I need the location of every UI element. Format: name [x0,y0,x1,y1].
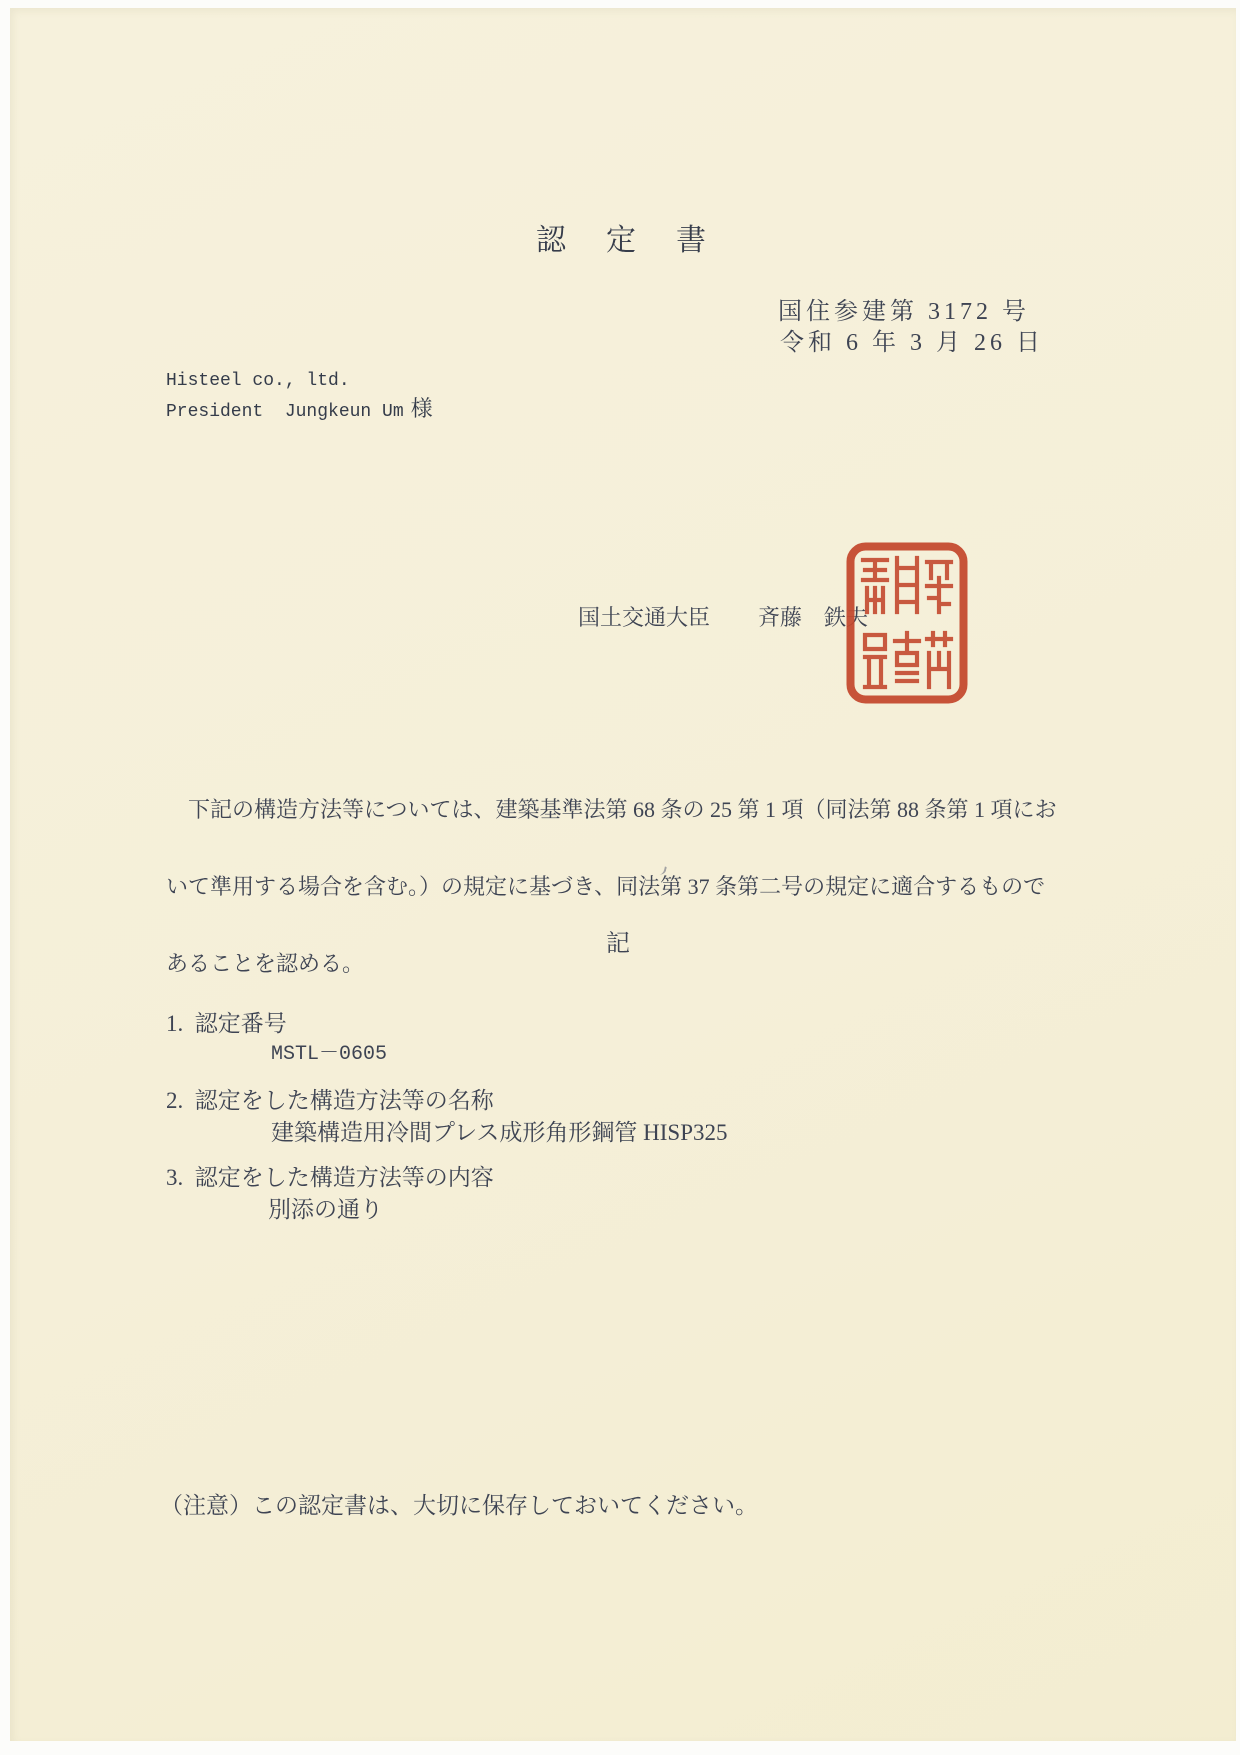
recipient-name-line [166,397,433,424]
body-line-3: あることを認める。 [166,951,365,976]
item-3-value-content: 別添の通り [268,1197,383,1222]
item-3-label: 3. 認定をした構造方法等の内容 [166,1165,494,1190]
issuer-office: 国土交通大臣 [578,605,711,630]
item-2-value-structure-name: 建築構造用冷間プレス成形角形鋼管 HISP325 [271,1120,728,1145]
body-line-2: いて準用する場合を含む。）の規定に基づき、同法第 37 条第二号の規定に適合するもので [166,874,1046,899]
ki-heading: 記 [606,931,630,957]
recipient-president-latin: President Jungkeun Um [166,402,404,422]
item-1-value-certification-number: MSTL－0605 [271,1043,388,1066]
item-2-label: 2. 認定をした構造方法等の名称 [166,1088,494,1113]
issuer-line [578,607,868,629]
reference-number: 国住参建第 3172 号 [778,299,1030,325]
minister-seal-stamp-icon [845,541,969,705]
item-1-label: 1. 認定番号 [166,1011,287,1036]
issuer-name: 斉藤 鉄夫 [758,605,869,630]
body-line-1: 下記の構造方法等については、建築基準法第 68 条の 25 第 1 項（同法第 88 条第 1 項にお [166,797,1057,822]
recipient-company: Histeel co., ltd. [166,371,350,391]
document-title: 認 定 書 [536,224,711,257]
recipient-honorific: 様 [410,396,433,421]
issue-date: 令和 6 年 3 月 26 日 [780,330,1044,356]
caution-note: （注意）この認定書は、大切に保存しておいてください。 [160,1493,758,1518]
certificate-paper [10,8,1236,1741]
body-paragraph [166,749,1057,1024]
